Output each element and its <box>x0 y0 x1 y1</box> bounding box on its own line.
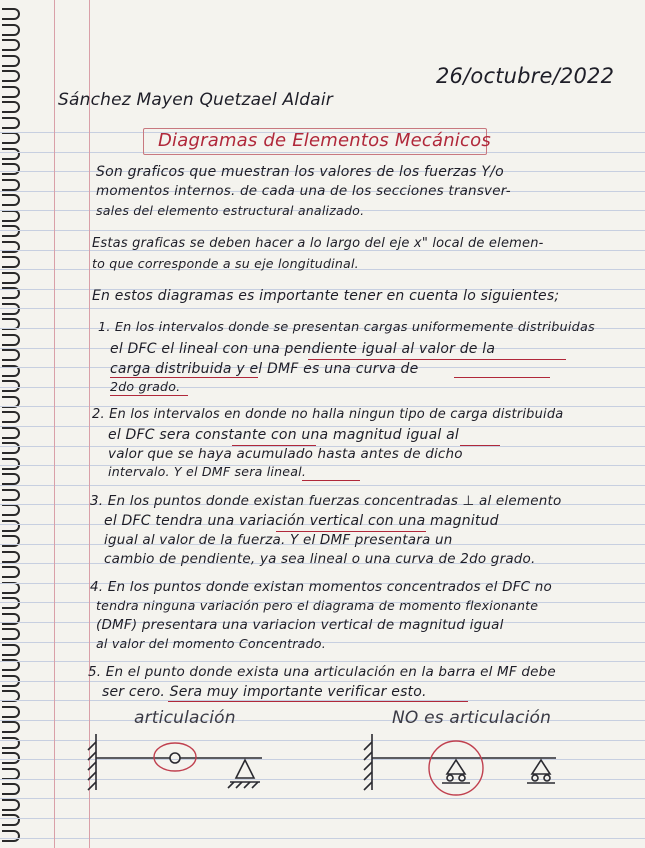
roller-support <box>532 760 550 774</box>
text-line: Estas graficas se deben hacer a lo largo del eje x" local de elemen- <box>92 236 544 251</box>
hinge-highlight <box>154 743 196 771</box>
list-item-5-line: 5. En el punto donde exista una articulación en la barra el MF debe <box>88 664 556 680</box>
author-name: Sánchez Mayen Quetzael Aldair <box>58 90 333 110</box>
list-item-2-line: intervalo. Y el DMF sera lineal. <box>108 464 307 479</box>
support-highlight <box>429 741 483 795</box>
list-item-2-line: 2. En los intervalos en donde no halla ningun tipo de carga distribuida <box>92 407 564 422</box>
continuous-beam-diagram <box>364 734 556 790</box>
articulation-label: articulación <box>134 708 236 728</box>
list-item-3-line: el DFC tendra una variación vertical con una magnitud <box>104 513 499 529</box>
list-item-1-line: 2do grado. <box>110 379 181 394</box>
roller-support <box>447 760 465 774</box>
hinge <box>170 753 180 763</box>
list-item-4-line: al valor del momento Concentrado. <box>96 636 326 651</box>
text-line: momentos internos. de cada una de los secciones transver- <box>96 183 511 199</box>
list-item-3-line: igual al valor de la fuerza. Y el DMF presentara un <box>104 532 453 548</box>
not-articulation-label: NO es articulación <box>392 708 552 728</box>
text-line: sales del elemento estructural analizado. <box>96 203 365 218</box>
list-item-1-line: carga distribuida y el DMF es una curva de <box>110 361 419 377</box>
list-item-3-line: 3. En los puntos donde existan fuerzas concentradas ⊥ al elemento <box>90 493 562 509</box>
date: 26/octubre/2022 <box>436 64 615 88</box>
text-line: Son graficos que muestran los valores de los fuerzas Y/o <box>96 164 504 180</box>
text-line: En estos diagramas es importante tener en cuenta lo siguientes; <box>92 288 560 304</box>
list-item-1-line: 1. En los intervalos donde se presentan cargas uniformemente distribuidas <box>98 320 595 335</box>
list-item-2-line: valor que se haya acumulado hasta antes de dicho <box>108 446 463 462</box>
list-item-2-line: el DFC sera constante con una magnitud igual al <box>108 427 459 443</box>
support-triangle <box>236 760 254 778</box>
text-line: to que corresponde a su eje longitudinal. <box>92 256 359 271</box>
list-item-3-line: cambio de pendiente, ya sea lineal o una curva de 2do grado. <box>104 551 536 567</box>
list-item-1-line: el DFC el lineal con una pendiente igual al valor de la <box>110 341 496 357</box>
page-title: Diagramas de Elementos Mecánicos <box>158 130 491 151</box>
list-item-5-line: ser cero. Sera muy importante verificar esto. <box>102 684 427 700</box>
list-item-4-line: tendra ninguna variación pero el diagrama de momento flexionante <box>96 598 539 613</box>
list-item-4-line: 4. En los puntos donde existan momentos concentrados el DFC no <box>90 579 553 595</box>
list-item-4-line: (DMF) presentara una variacion vertical de magnitud igual <box>96 617 504 633</box>
